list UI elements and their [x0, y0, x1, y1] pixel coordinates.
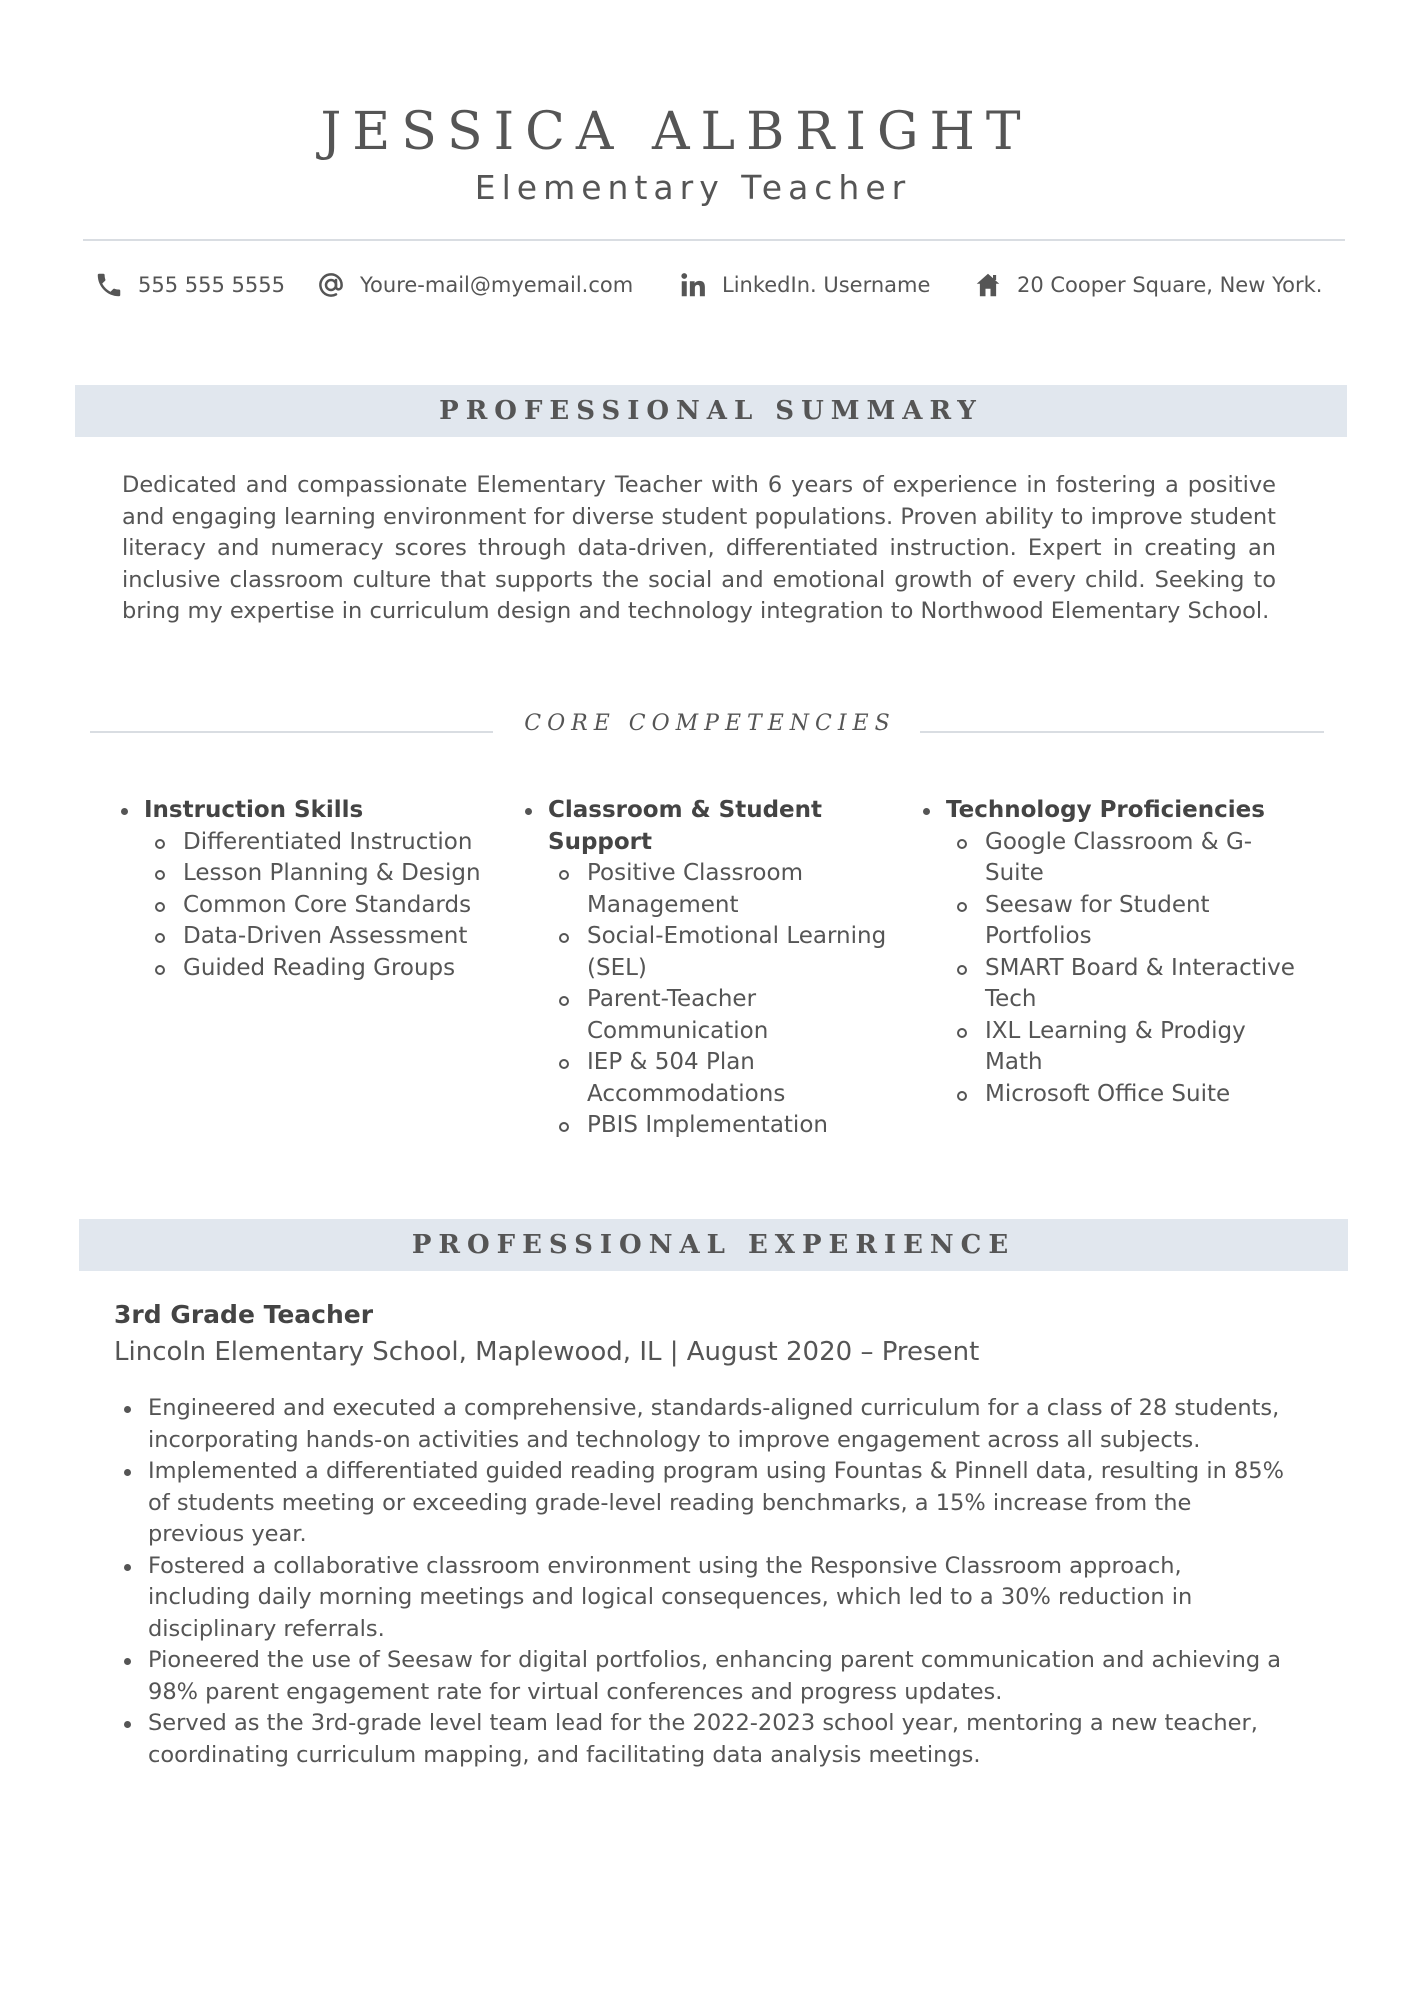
competencies-rule-right: [920, 731, 1324, 733]
competencies-rule-left: [90, 731, 493, 733]
summary-heading: PROFESSIONAL SUMMARY: [439, 396, 983, 426]
contact-linkedin: [676, 265, 930, 305]
competency-group: [116, 795, 496, 984]
competency-group: [520, 795, 900, 1142]
competency-item: Differentiated Instruction: [183, 827, 496, 859]
home-icon: [971, 268, 1005, 302]
phone-text: 555 555 5555: [138, 273, 285, 297]
competency-item: Seesaw for Student Portfolios: [985, 890, 1298, 953]
competency-item: Data-Driven Assessment: [183, 921, 496, 953]
experience-heading: PROFESSIONAL EXPERIENCE: [411, 1230, 1016, 1260]
contact-phone: [92, 265, 285, 305]
candidate-name: JESSICA ALBRIGHT: [320, 102, 1032, 162]
job-bullet: Implemented a differentiated guided reading program using Fountas & Pinnell data, resulting in 85% of students meeting or exceeding grade-level reading benchmarks, a 15% increase from the previous year.: [148, 1456, 1288, 1551]
job-bullet: Engineered and executed a comprehensive, standards-aligned curriculum for a class of 28 students, incorporating hands-on activities and technology to improve engagement across all subjects.: [148, 1393, 1288, 1456]
contact-address: [971, 265, 1322, 305]
competency-item: Social-Emotional Learning (SEL): [587, 921, 900, 984]
competency-item: IXL Learning & Prodigy Math: [985, 1016, 1298, 1079]
summary-text: Dedicated and compassionate Elementary Teacher with 6 years of experience in fostering a positive and engaging learning environment for diverse student populations. Proven ability to improve student literacy and numeracy scores through data-driven, differentiated instruction. Expert in creating an inclusive classroom culture that supports the social and emotional growth of every child. Seeking to bring my expertise in curriculum design and technology integration to Northwood Elementary School.: [122, 472, 1276, 624]
address-text: 20 Cooper Square, New York.: [1017, 273, 1323, 297]
competency-item: Common Core Standards: [183, 890, 496, 922]
competency-item: Positive Classroom Management: [587, 858, 900, 921]
contact-email: [314, 265, 633, 305]
phone-icon: [92, 268, 126, 302]
job-bullet: Served as the 3rd-grade level team lead for the 2022-2023 school year, mentoring a new teacher, coordinating curriculum mapping, and facilitating data analysis meetings.: [148, 1708, 1288, 1771]
linkedin-text: LinkedIn. Username: [722, 273, 931, 297]
competency-item: SMART Board & Interactive Tech: [985, 953, 1298, 1016]
competency-item: IEP & 504 Plan Accommodations: [587, 1047, 900, 1110]
competencies-heading: CORE COMPETENCIES: [524, 711, 896, 736]
job-employer-dates: Lincoln Elementary School, Maplewood, IL | August 2020 – Present: [114, 1337, 980, 1367]
job-bullet: Pioneered the use of Seesaw for digital portfolios, enhancing parent communication and achieving a 98% parent engagement rate for virtual conferences and progress updates.: [148, 1645, 1288, 1708]
summary-heading-band: [75, 385, 1347, 437]
competency-group-title: Instruction Skills: [116, 795, 496, 827]
competency-item: PBIS Implementation: [587, 1110, 900, 1142]
competency-item: Lesson Planning & Design: [183, 858, 496, 890]
job-bullets: [148, 1393, 1288, 1771]
job-role-title: 3rd Grade Teacher: [114, 1300, 374, 1329]
competency-item: Parent-Teacher Communication: [587, 984, 900, 1047]
job-title-heading: Elementary Teacher: [474, 168, 912, 207]
competency-group-title: Classroom & Student Support: [520, 795, 900, 858]
competency-group-title: Technology Proficiencies: [918, 795, 1298, 827]
experience-heading-band: [79, 1219, 1348, 1271]
competency-item: Microsoft Office Suite: [985, 1079, 1298, 1111]
job-bullet: Fostered a collaborative classroom environment using the Responsive Classroom approach, including daily morning meetings and logical consequences, which led to a 30% reduction in disciplinary referrals.: [148, 1551, 1288, 1646]
competency-item: Guided Reading Groups: [183, 953, 496, 985]
header-divider: [83, 239, 1345, 241]
competency-group: [918, 795, 1298, 1110]
linkedin-icon: [676, 268, 710, 302]
email-text: Youre-mail@myemail.com: [360, 273, 634, 297]
competency-item: Google Classroom & G-Suite: [985, 827, 1298, 890]
at-icon: [314, 268, 348, 302]
